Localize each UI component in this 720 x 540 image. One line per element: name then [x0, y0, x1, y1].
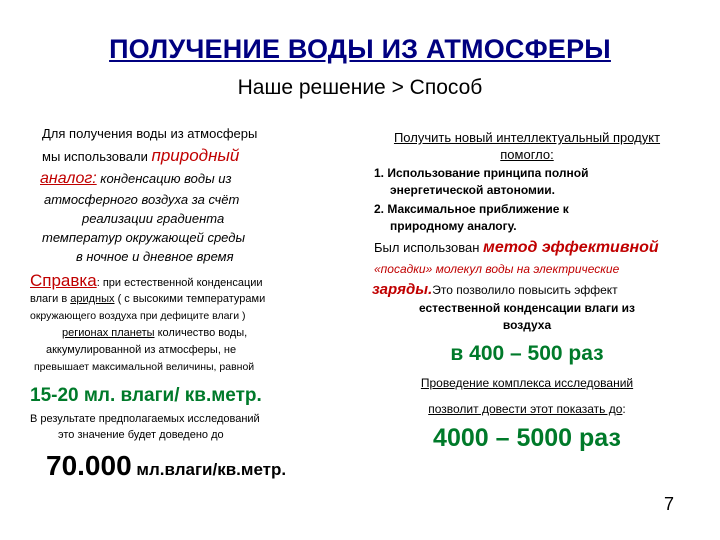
- right-line: естественной конденсации влаги из: [418, 301, 636, 315]
- right-line: [362, 239, 692, 262]
- left-line: атмосферного воздуха за счёт: [44, 192, 240, 207]
- left-line: [30, 293, 330, 310]
- charges-word: заряды.: [372, 281, 433, 298]
- left-text: количество воды,: [154, 327, 248, 339]
- right-line: 1. Использование принципа полной: [374, 166, 589, 180]
- left-line: [30, 146, 330, 170]
- left-line: в ночное и дневное время: [76, 249, 234, 264]
- right-final-value: 4000 – 5000 раз: [433, 424, 621, 452]
- right-line: помогло:: [500, 147, 554, 162]
- natural-word: природный: [151, 146, 240, 165]
- slide-title: ПОЛУЧЕНИЕ ВОДЫ ИЗ АТМОСФЕРЫ: [109, 34, 611, 64]
- analog-word: аналог:: [40, 170, 97, 187]
- right-line: воздуха: [502, 318, 552, 332]
- left-line: Для получения воды из атмосферы: [42, 126, 258, 141]
- regions-word: регионах планеты: [62, 327, 155, 339]
- left-column: [30, 126, 330, 483]
- right-text: Был использован: [374, 240, 484, 255]
- left-line: [30, 271, 330, 293]
- right-line: [362, 402, 692, 424]
- right-line: Проведение комплекса исследований: [420, 376, 634, 390]
- left-line: [30, 327, 330, 344]
- left-line: окружающего воздуха при дефиците влаги ): [30, 310, 246, 322]
- final-unit: мл.влаги/кв.метр.: [131, 460, 287, 479]
- left-line: это значение будет доведено до: [58, 429, 224, 441]
- right-line: природному аналогу.: [390, 219, 517, 233]
- colon: :: [622, 402, 626, 416]
- right-highlight-value: в 400 – 500 раз: [450, 342, 604, 365]
- right-column: [362, 130, 692, 458]
- right-line: энергетической автономии.: [390, 183, 556, 197]
- right-line: Получить новый интеллектуальный продукт: [393, 130, 661, 145]
- left-text: мы использовали: [42, 149, 152, 164]
- left-highlight-value: 15-20 мл. влаги/ кв.метр.: [30, 385, 262, 406]
- left-final-value: [30, 449, 330, 483]
- left-text: : при естественной конденсации: [96, 277, 263, 289]
- right-line: «посадки» молекул воды на электрические: [374, 262, 620, 276]
- right-line: 2. Максимальное приближение к: [374, 202, 569, 216]
- left-text: ( с высокими температурами: [114, 293, 266, 305]
- left-line: реализации градиента: [82, 211, 225, 226]
- final-number: 70.000: [46, 450, 132, 481]
- reference-word: Справка: [30, 271, 97, 290]
- page-number: 7: [664, 494, 675, 514]
- slide-subtitle: Наше решение > Способ: [237, 76, 483, 99]
- arid-word: аридных: [70, 293, 115, 305]
- left-line: температур окружающей среды: [42, 230, 246, 245]
- left-line: аккумулированной из атмосферы, не: [46, 344, 237, 356]
- left-text: конденсацию воды из: [96, 171, 232, 186]
- left-line: [30, 170, 330, 192]
- left-text: влаги в: [30, 293, 71, 305]
- method-phrase: метод эффективной: [483, 239, 659, 256]
- left-line: В результате предполагаемых исследований: [30, 413, 260, 425]
- right-line: [362, 281, 692, 301]
- right-text: Это позволило повысить эффект: [432, 283, 618, 297]
- left-line: превышает максимальной величины, равной: [34, 361, 255, 373]
- right-text: позволит довести этот показать до: [428, 402, 623, 416]
